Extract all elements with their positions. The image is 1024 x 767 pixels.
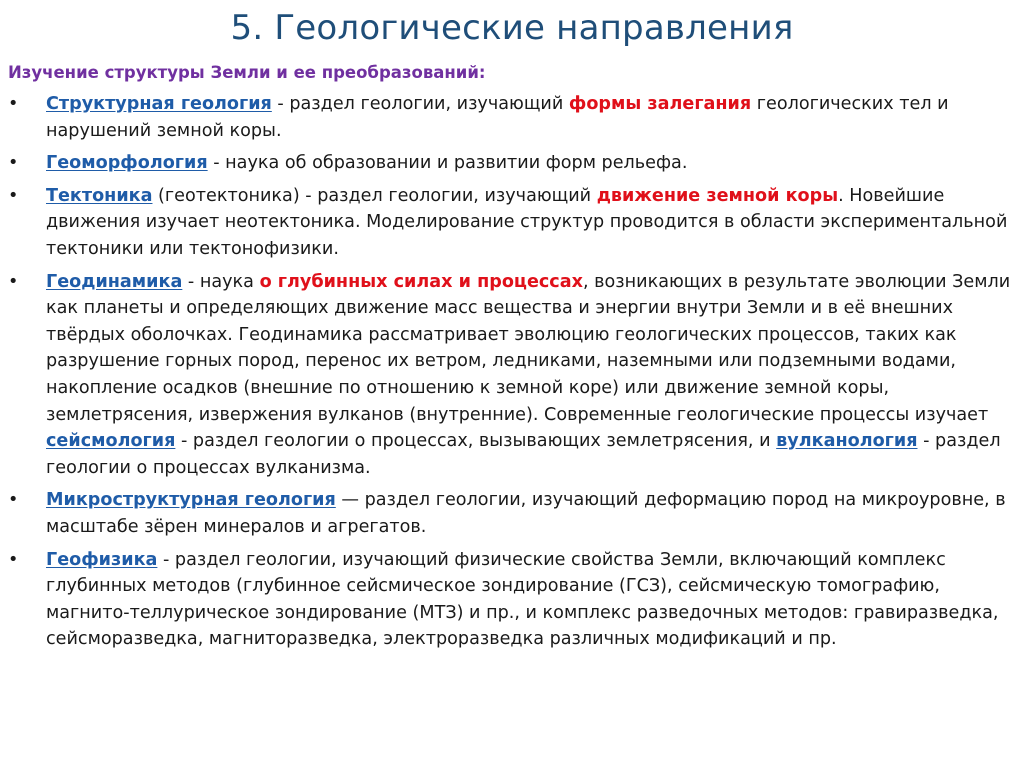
- term-link[interactable]: Структурная геология: [46, 94, 272, 114]
- term-link[interactable]: Тектоника: [46, 185, 153, 206]
- bullet-item: [8, 547, 1016, 653]
- term-link[interactable]: Геоморфология: [46, 153, 208, 174]
- bullet-text: - раздел геологии, изучающий физические свойства Земли, включающий комплекс глубинных методов (глубинное сейсмическое зондирование (ГСЗ), сейсмическую томографию, магнито-теллурическое зондирование (МТЗ) и пр., и комплекс разведочных методов: гравиразведка, сейсморазведка, магниторазведка, электроразведка различных модификаций и пр.: [46, 549, 999, 650]
- bullet-dot: •: [8, 153, 19, 174]
- bullet-dot: •: [8, 185, 19, 206]
- bullet-dot: •: [8, 271, 19, 292]
- bullet-dot: •: [8, 94, 19, 114]
- bullet-item: [8, 487, 1016, 540]
- term-link[interactable]: Геофизика: [46, 549, 158, 570]
- bullet-text: - раздел геологии, изучающий: [271, 94, 569, 114]
- bullet-text: , возникающих в результате эволюции Земли как планеты и определяющих движение масс вещества и энергии внутри Земли и в её внешних твёрдых оболочках. Геодинамика рассматривает эволюцию геологических процессов, таких как разрушение горных пород, перенос их ветром, ледниками, наземными или подземными водами, накопление осадков (внешние по отношению к земной коре) или движение земной коры, землетрясения, извержения вулканов (внутренние). Современные геологические процессы изучает: [46, 271, 1011, 425]
- bullet-text: геологических тел и нарушений земной коры.: [46, 94, 949, 141]
- bullet-text: - раздел геологии о процессах, вызывающих землетрясения, и: [175, 431, 777, 452]
- bullet-dot: •: [8, 490, 19, 511]
- highlighted-phrase: о глубинных силах и процессах: [259, 271, 583, 292]
- bullet-list: [8, 91, 1016, 659]
- term-link[interactable]: сейсмология: [46, 431, 176, 452]
- bullet-item: [8, 269, 1016, 482]
- bullet-text: (геотектоника) - раздел геологии, изучающий: [152, 185, 597, 206]
- term-link[interactable]: вулканология: [776, 431, 918, 452]
- bullet-dot: •: [8, 549, 19, 570]
- highlighted-phrase: движение земной коры: [596, 185, 839, 206]
- term-link[interactable]: Микроструктурная геология: [46, 490, 336, 511]
- bullet-text: — раздел геологии, изучающий деформацию пород на микроуровне, в масштабе зёрен минералов и агрегатов.: [46, 490, 1006, 537]
- section-subtitle: Изучение структуры Земли и ее преобразований:: [8, 63, 486, 82]
- bullet-text: - наука: [182, 271, 260, 292]
- page-title: 5. Геологические направления: [230, 8, 794, 48]
- bullet-item: [8, 183, 1016, 263]
- highlighted-phrase: формы залегания: [568, 94, 752, 114]
- term-link[interactable]: Геодинамика: [46, 271, 183, 292]
- bullet-item: [8, 150, 1016, 177]
- bullet-text: . Новейшие движения изучает неотектоника. Моделирование структур проводится в области экспериментальной тектоники или тектонофизики.: [46, 185, 1008, 259]
- bullet-text: - раздел геологии о процессах вулканизма.: [46, 431, 1001, 478]
- bullet-item: [8, 91, 1016, 144]
- bullet-text: - наука об образовании и развитии форм рельефа.: [207, 153, 688, 174]
